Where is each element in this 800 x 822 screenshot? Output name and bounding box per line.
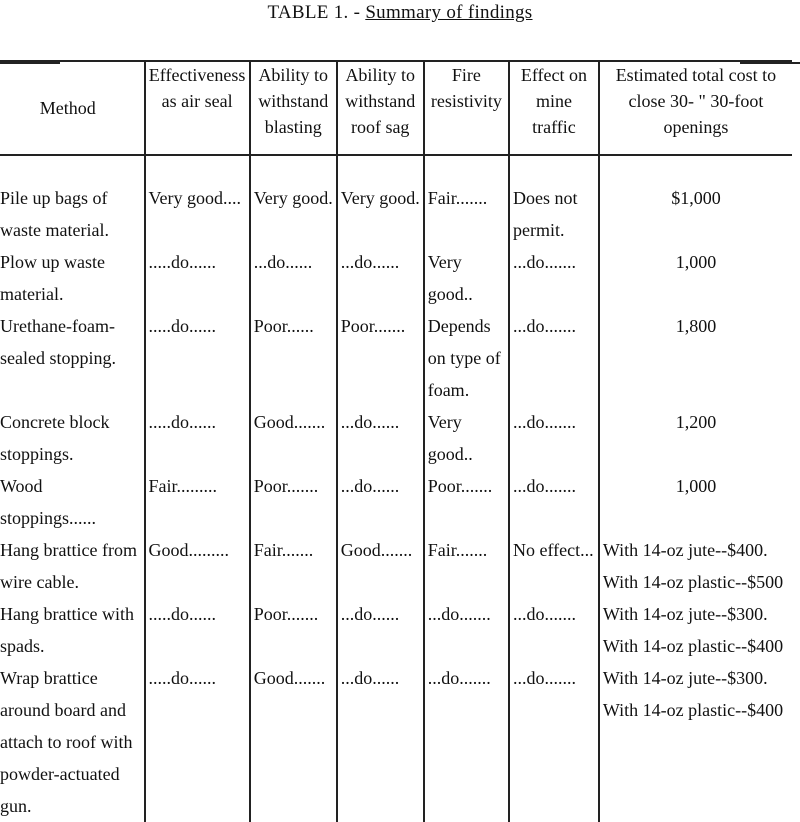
- method-cell: Hang brattice from wire cable.: [0, 540, 137, 592]
- traffic-cell: Does not permit.: [509, 155, 599, 246]
- cost-cell: [599, 246, 792, 310]
- blasting-cell: Poor.......: [250, 470, 337, 534]
- cost-cell: [599, 155, 792, 246]
- method-cell: Plow up waste material.: [0, 252, 105, 304]
- cost-cell: [599, 310, 792, 406]
- col-header-method: Method: [0, 61, 145, 155]
- method-cell: Pile up bags of waste material.: [0, 188, 109, 240]
- method-cell: Concrete block stoppings.: [0, 412, 110, 464]
- air-seal-cell: .....do......: [145, 598, 250, 662]
- air-seal-cell: .....do......: [145, 406, 250, 470]
- table-body: [0, 155, 792, 822]
- fire-cell: Depends on type of foam.: [424, 310, 509, 406]
- roof-sag-cell: ...do......: [337, 406, 424, 470]
- cost-line: 1,000: [675, 252, 717, 272]
- cost-cell: [599, 534, 792, 598]
- table-row: [0, 470, 792, 534]
- col-header-cost: Estimated total cost to close 30- " 30-foot openings: [599, 61, 792, 155]
- cost-line: $1,000: [671, 188, 721, 208]
- table-title-main: Summary of findings: [365, 2, 533, 23]
- fire-cell: ...do.......: [424, 662, 509, 822]
- col-header-fire: Fire resistivity: [424, 61, 509, 155]
- method-cell: Wood stoppings......: [0, 476, 97, 528]
- cost-line: With 14-oz plastic--$400: [602, 700, 784, 720]
- table-row: [0, 534, 792, 598]
- roof-sag-cell: Very good.: [337, 155, 424, 246]
- traffic-cell: ...do.......: [509, 598, 599, 662]
- traffic-cell: ...do.......: [509, 246, 599, 310]
- blasting-cell: Poor......: [250, 310, 337, 406]
- fire-cell: Very good..: [424, 406, 509, 470]
- table-row: [0, 598, 792, 662]
- cost-line: With 14-oz jute--$300.: [602, 604, 768, 624]
- roof-sag-cell: ...do......: [337, 246, 424, 310]
- roof-sag-cell: Good.......: [337, 534, 424, 598]
- traffic-cell: ...do.......: [509, 470, 599, 534]
- cost-line: With 14-oz jute--$300.: [602, 668, 768, 688]
- blasting-cell: Poor.......: [250, 598, 337, 662]
- table-title: [0, 2, 800, 24]
- air-seal-cell: .....do......: [145, 310, 250, 406]
- col-header-blasting: Ability to withstand blasting: [250, 61, 337, 155]
- traffic-cell: ...do.......: [509, 406, 599, 470]
- table-row: [0, 155, 792, 246]
- findings-table: [0, 60, 792, 822]
- table-row: [0, 406, 792, 470]
- fire-cell: Poor.......: [424, 470, 509, 534]
- table-title-prefix: TABLE 1. -: [267, 2, 366, 23]
- roof-sag-cell: ...do......: [337, 598, 424, 662]
- roof-sag-cell: ...do......: [337, 662, 424, 822]
- air-seal-cell: Good.........: [145, 534, 250, 598]
- blasting-cell: Fair.......: [250, 534, 337, 598]
- blasting-cell: ...do......: [250, 246, 337, 310]
- method-cell: Hang brattice with spads.: [0, 604, 134, 656]
- roof-sag-cell: ...do......: [337, 470, 424, 534]
- air-seal-cell: Very good....: [145, 155, 250, 246]
- roof-sag-cell: Poor.......: [337, 310, 424, 406]
- cost-line: 1,000: [675, 476, 717, 496]
- col-header-roof-sag: Ability to withstand roof sag: [337, 61, 424, 155]
- traffic-cell: ...do.......: [509, 662, 599, 822]
- traffic-cell: No effect...: [509, 534, 599, 598]
- air-seal-cell: .....do......: [145, 662, 250, 822]
- cost-cell: [599, 470, 792, 534]
- col-header-traffic: Effect on mine traffic: [509, 61, 599, 155]
- cost-cell: [599, 406, 792, 470]
- fire-cell: Fair.......: [424, 534, 509, 598]
- cost-line: With 14-oz jute--$400.: [602, 540, 768, 560]
- air-seal-cell: .....do......: [145, 246, 250, 310]
- cost-line: 1,800: [675, 316, 717, 336]
- fire-cell: Very good..: [424, 246, 509, 310]
- col-header-air-seal: Effectiveness as air seal: [145, 61, 250, 155]
- fire-cell: ...do.......: [424, 598, 509, 662]
- blasting-cell: Very good.: [250, 155, 337, 246]
- blasting-cell: Good.......: [250, 662, 337, 822]
- cost-line: With 14-oz plastic--$500: [602, 572, 784, 592]
- cost-cell: [599, 662, 792, 822]
- method-cell: Wrap brattice around board and attach to roof with powder-actuated gun.: [0, 668, 133, 816]
- table-row: [0, 662, 792, 822]
- table-row: [0, 310, 792, 406]
- blasting-cell: Good.......: [250, 406, 337, 470]
- table-row: [0, 246, 792, 310]
- cost-line: 1,200: [675, 412, 717, 432]
- cost-cell: [599, 598, 792, 662]
- header-row: [0, 61, 792, 155]
- fire-cell: Fair.......: [424, 155, 509, 246]
- air-seal-cell: Fair.........: [145, 470, 250, 534]
- traffic-cell: ...do.......: [509, 310, 599, 406]
- cost-line: With 14-oz plastic--$400: [602, 636, 784, 656]
- method-cell: Urethane-foam-sealed stopping.: [0, 316, 116, 368]
